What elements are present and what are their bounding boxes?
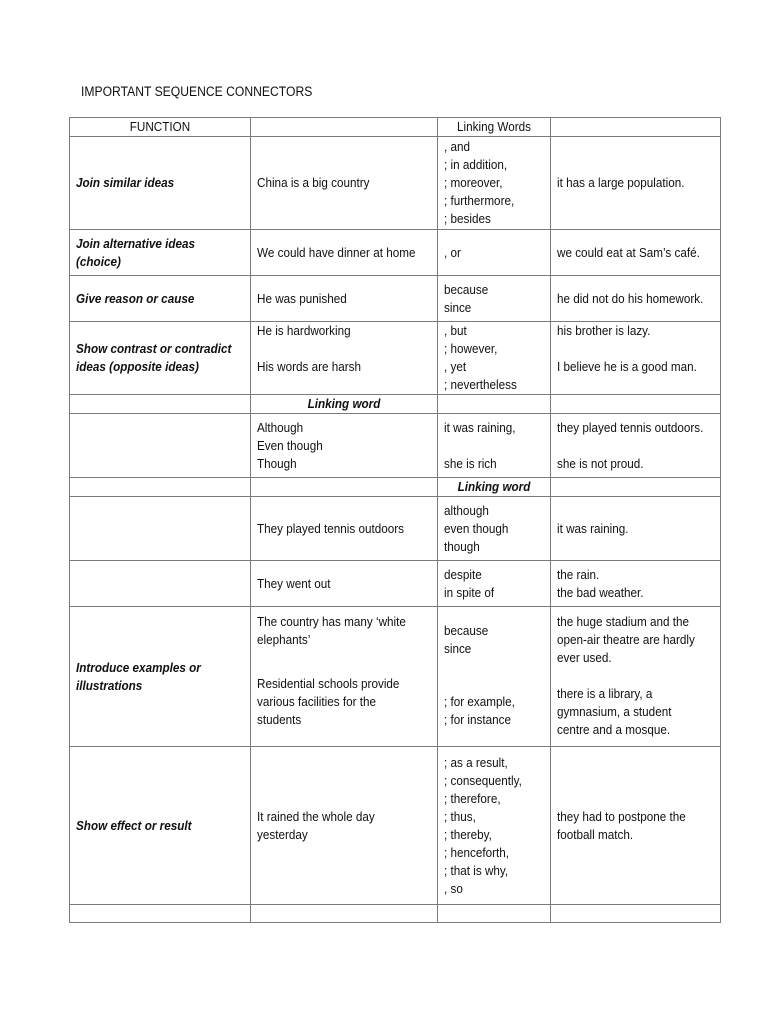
- links-cell: , but ; however, , yet ; nevertheless: [438, 322, 551, 395]
- linking-word-label: Linking word: [438, 478, 551, 497]
- table-row: [70, 747, 721, 905]
- table-row: [70, 230, 721, 276]
- result-cell: the rain. the bad weather.: [551, 561, 721, 607]
- example-cell: We could have dinner at home: [251, 230, 438, 276]
- subheader-row: [70, 478, 721, 497]
- table-row: [70, 137, 721, 230]
- table-row: [70, 414, 721, 478]
- subheader-row: [70, 395, 721, 414]
- linking-word-label: Linking word: [251, 395, 438, 414]
- links-cell: because since: [438, 276, 551, 322]
- empty-row: [70, 905, 721, 923]
- function-cell: Introduce examples or illustrations: [70, 607, 251, 747]
- result-cell: we could eat at Sam’s café.: [551, 230, 721, 276]
- example-cell: The country has many ‘white elephants’ Residential schools provide various facilities for the students: [251, 607, 438, 747]
- example-cell: They went out: [251, 561, 438, 607]
- table-row: [70, 276, 721, 322]
- table-header-row: [70, 118, 721, 137]
- example-cell: He is hardworking His words are harsh: [251, 322, 438, 395]
- example-cell: He was punished: [251, 276, 438, 322]
- links-cell: although even though though: [438, 497, 551, 561]
- table-row: [70, 322, 721, 395]
- result-cell: it has a large population.: [551, 137, 721, 230]
- function-cell: Show contrast or contradict ideas (opposite ideas): [70, 322, 251, 395]
- links-cell: Although Even though Though: [251, 414, 438, 478]
- function-cell: Show effect or result: [70, 747, 251, 905]
- table-row: [70, 497, 721, 561]
- clause-cell: it was raining, she is rich: [438, 414, 551, 478]
- result-cell: he did not do his homework.: [551, 276, 721, 322]
- function-cell: Give reason or cause: [70, 276, 251, 322]
- result-cell: his brother is lazy. I believe he is a good man.: [551, 322, 721, 395]
- result-cell: it was raining.: [551, 497, 721, 561]
- table-row: [70, 607, 721, 747]
- connectors-table: [69, 117, 721, 923]
- links-cell: , or: [438, 230, 551, 276]
- header-linking-words: Linking Words: [438, 118, 551, 137]
- links-cell: because since ; for example, ; for instance: [438, 607, 551, 747]
- result-cell: they played tennis outdoors. she is not proud.: [551, 414, 721, 478]
- function-cell: Join similar ideas: [70, 137, 251, 230]
- result-cell: they had to postpone the football match.: [551, 747, 721, 905]
- example-cell: China is a big country: [251, 137, 438, 230]
- links-cell: , and ; in addition, ; moreover, ; furthermore, ; besides: [438, 137, 551, 230]
- example-cell: They played tennis outdoors: [251, 497, 438, 561]
- links-cell: ; as a result, ; consequently, ; therefore, ; thus, ; thereby, ; henceforth, ; that is why, , so: [438, 747, 551, 905]
- result-cell: the huge stadium and the open-air theatre are hardly ever used. there is a library, a gymnasium, a student centre and a mosque.: [551, 607, 721, 747]
- example-cell: It rained the whole day yesterday: [251, 747, 438, 905]
- table-row: [70, 561, 721, 607]
- function-cell: Join alternative ideas (choice): [70, 230, 251, 276]
- links-cell: despite in spite of: [438, 561, 551, 607]
- header-function: FUNCTION: [70, 118, 251, 137]
- page-title: IMPORTANT SEQUENCE CONNECTORS: [81, 84, 313, 99]
